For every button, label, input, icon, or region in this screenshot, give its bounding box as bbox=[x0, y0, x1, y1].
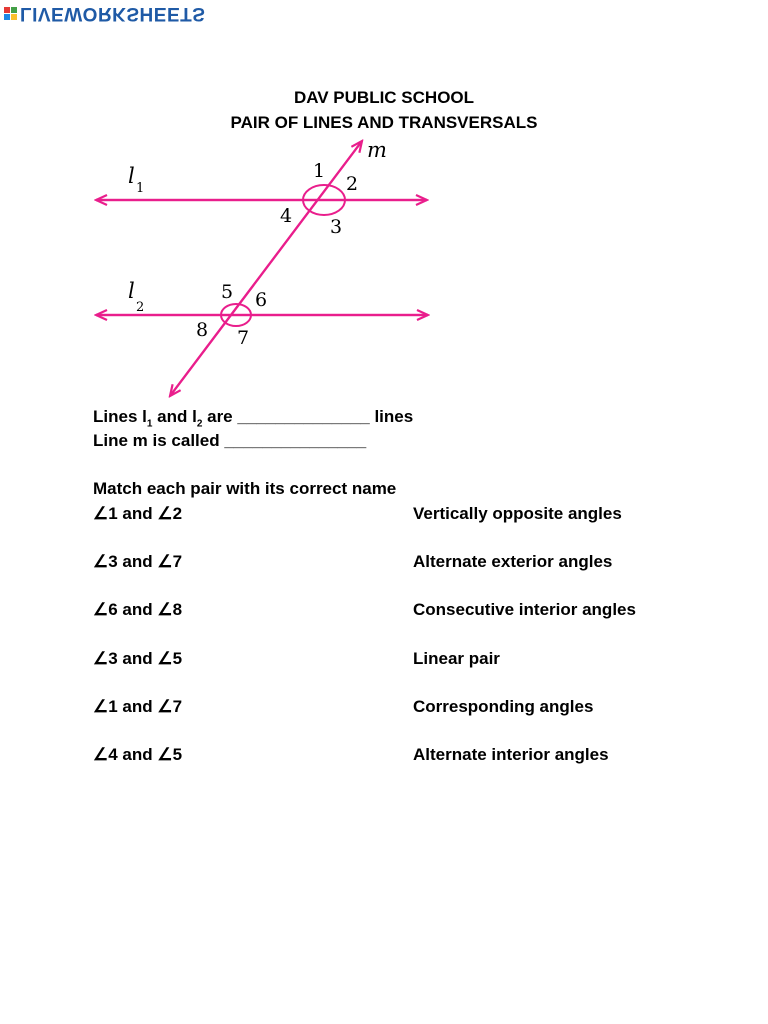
angle-name: Vertically opposite angles bbox=[413, 504, 622, 523]
worksheet-title: PAIR OF LINES AND TRANSVERSALS bbox=[230, 113, 538, 132]
angle-label-7: 7 bbox=[237, 327, 250, 349]
angle-pair: ∠3 and ∠7 bbox=[93, 552, 183, 571]
match-row bbox=[0, 745, 768, 769]
match-row bbox=[0, 600, 768, 624]
angle-name: Consecutive interior angles bbox=[413, 600, 636, 619]
angle-label-3: 3 bbox=[330, 216, 343, 238]
angle-label-8: 8 bbox=[196, 319, 209, 341]
logo-text: LIVEWORKSHEETS bbox=[20, 3, 206, 24]
transversal-label: m bbox=[367, 138, 387, 162]
angle-name: Alternate exterior angles bbox=[413, 552, 613, 571]
angle-label-1: 1 bbox=[313, 160, 326, 182]
line-l1-label: l bbox=[128, 164, 135, 188]
angle-name: Corresponding angles bbox=[413, 697, 594, 716]
match-heading: Match each pair with its correct name bbox=[93, 479, 397, 498]
question-transversal: Line m is called _______________ bbox=[93, 431, 367, 450]
angle-label-5: 5 bbox=[221, 281, 234, 303]
match-row bbox=[0, 649, 768, 673]
match-row bbox=[0, 697, 768, 721]
question-parallel-lines: Lines $l_1$ and $l_2$ are ______________ lines bbox=[93, 407, 414, 430]
angle-pair: ∠6 and ∠8 bbox=[93, 600, 183, 619]
match-row bbox=[0, 504, 768, 528]
angle-pair: ∠1 and ∠2 bbox=[93, 504, 183, 523]
school-title: DAV PUBLIC SCHOOL bbox=[293, 88, 475, 107]
angle-label-6: 6 bbox=[255, 289, 268, 311]
line-l2-subscript: 2 bbox=[136, 300, 145, 315]
angle-name: Alternate interior angles bbox=[413, 745, 609, 764]
line-l2-label: l bbox=[128, 279, 135, 303]
transversal-diagram bbox=[0, 0, 768, 420]
match-row bbox=[0, 552, 768, 576]
line-l1-subscript: 1 bbox=[136, 181, 145, 196]
angle-label-2: 2 bbox=[346, 173, 359, 195]
angle-pair: ∠3 and ∠5 bbox=[93, 649, 183, 668]
angle-name: Linear pair bbox=[413, 649, 500, 668]
angle-pair: ∠4 and ∠5 bbox=[93, 745, 183, 764]
angle-label-4: 4 bbox=[280, 205, 293, 227]
angle-pair: ∠1 and ∠7 bbox=[93, 697, 183, 716]
